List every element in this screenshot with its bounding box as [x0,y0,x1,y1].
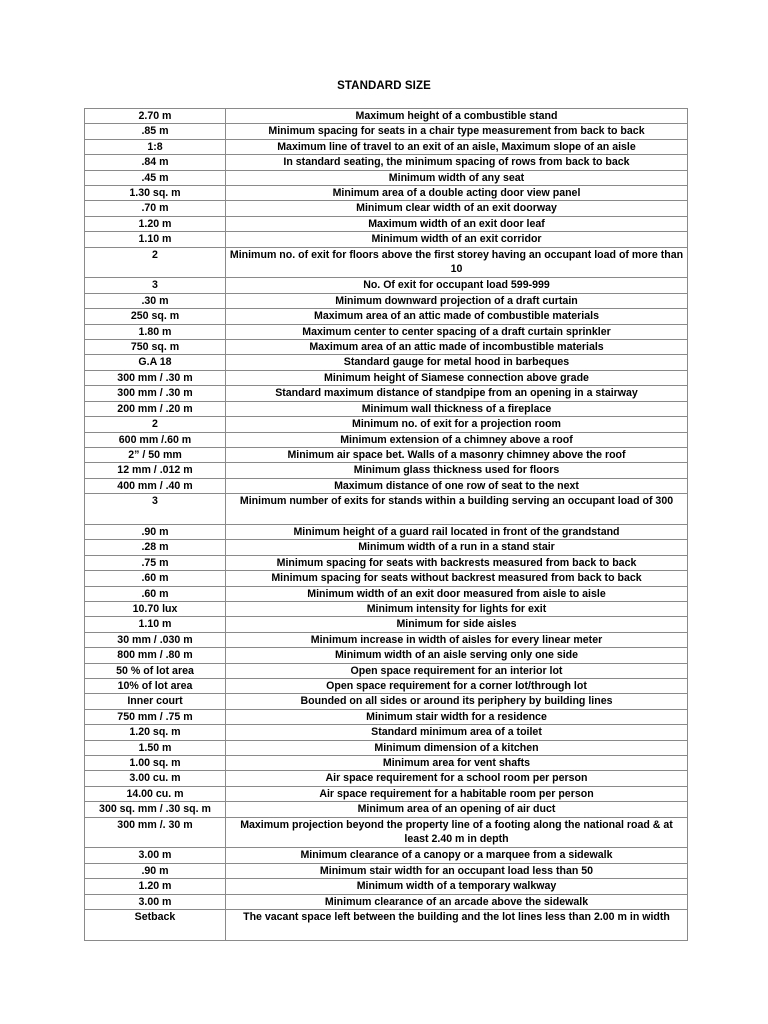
description-cell: Air space requirement for a habitable room per person [226,786,688,801]
table-row [85,478,688,493]
table-row [85,170,688,185]
table-row [85,386,688,401]
description-cell: The vacant space left between the building and the lot lines less than 2.00 m in width [226,910,688,941]
size-cell: .85 m [85,124,226,139]
standard-size-table [84,108,688,941]
table-row [85,694,688,709]
size-cell: 300 mm /. 30 m [85,817,226,848]
size-cell: 3 [85,278,226,293]
description-cell: Maximum area of an attic made of combustible materials [226,309,688,324]
description-cell: Open space requirement for a corner lot/through lot [226,679,688,694]
table-row [85,817,688,848]
description-cell: Standard minimum area of a toilet [226,725,688,740]
size-cell: .70 m [85,201,226,216]
size-cell: 3.00 m [85,848,226,863]
description-cell: Minimum downward projection of a draft curtain [226,293,688,308]
table-row [85,232,688,247]
description-cell: Maximum height of a combustible stand [226,109,688,124]
table-row [85,802,688,817]
description-cell: Minimum width of a temporary walkway [226,879,688,894]
size-cell: 1.80 m [85,324,226,339]
size-cell: .75 m [85,555,226,570]
size-cell: .45 m [85,170,226,185]
size-cell: 750 mm / .75 m [85,709,226,724]
description-cell: Maximum center to center spacing of a draft curtain sprinkler [226,324,688,339]
size-cell: .30 m [85,293,226,308]
table-row [85,447,688,462]
table-row [85,494,688,525]
size-cell: .90 m [85,863,226,878]
description-cell: No. Of exit for occupant load 599-999 [226,278,688,293]
description-cell: Minimum clearance of a canopy or a marquee from a sidewalk [226,848,688,863]
table-row [85,124,688,139]
description-cell: Minimum area of a double acting door view panel [226,186,688,201]
description-cell: Minimum width of an exit door measured from aisle to aisle [226,586,688,601]
table-row [85,617,688,632]
table-row [85,848,688,863]
table-row [85,324,688,339]
size-cell: G.A 18 [85,355,226,370]
size-cell: 600 mm /.60 m [85,432,226,447]
size-cell: 1.20 m [85,879,226,894]
description-cell: Minimum height of Siamese connection above grade [226,370,688,385]
size-cell: 10% of lot area [85,679,226,694]
table-row [85,355,688,370]
description-cell: Minimum area of an opening of air duct [226,802,688,817]
table-row [85,571,688,586]
table-row [85,278,688,293]
size-cell: 300 mm / .30 m [85,386,226,401]
table-row [85,786,688,801]
description-cell: Minimum no. of exit for floors above the first storey having an occupant load of more than 10 [226,247,688,278]
description-cell: Open space requirement for an interior lot [226,663,688,678]
table-row [85,186,688,201]
description-cell: Minimum stair width for a residence [226,709,688,724]
size-cell: 3 [85,494,226,525]
table-row [85,679,688,694]
size-cell: 1.20 sq. m [85,725,226,740]
table-row [85,293,688,308]
table-row [85,247,688,278]
size-cell: 30 mm / .030 m [85,632,226,647]
size-cell: .90 m [85,524,226,539]
description-cell: Minimum width of a run in a stand stair [226,540,688,555]
size-cell: 1.10 m [85,232,226,247]
size-cell: 50 % of lot area [85,663,226,678]
description-cell: Minimum extension of a chimney above a roof [226,432,688,447]
description-cell: Maximum distance of one row of seat to the next [226,478,688,493]
table-row [85,663,688,678]
description-cell: Minimum increase in width of aisles for every linear meter [226,632,688,647]
size-cell: 300 mm / .30 m [85,370,226,385]
size-cell: 300 sq. mm / .30 sq. m [85,802,226,817]
description-cell: Standard maximum distance of standpipe from an opening in a stairway [226,386,688,401]
description-cell: Standard gauge for metal hood in barbeques [226,355,688,370]
size-cell: .84 m [85,155,226,170]
size-cell: 2 [85,247,226,278]
table-row [85,725,688,740]
table-row [85,709,688,724]
description-cell: Minimum clear width of an exit doorway [226,201,688,216]
table-row [85,879,688,894]
description-cell: Minimum wall thickness of a fireplace [226,401,688,416]
description-cell: Minimum intensity for lights for exit [226,601,688,616]
description-cell: Minimum dimension of a kitchen [226,740,688,755]
size-cell: 800 mm / .80 m [85,648,226,663]
size-cell: 1.00 sq. m [85,756,226,771]
size-cell: 3.00 m [85,894,226,909]
size-cell: 2.70 m [85,109,226,124]
size-cell: Setback [85,910,226,941]
description-cell: Minimum width of any seat [226,170,688,185]
table-row [85,370,688,385]
table-row [85,417,688,432]
table-row [85,340,688,355]
table-row [85,771,688,786]
size-cell: .60 m [85,586,226,601]
table-row [85,648,688,663]
description-cell: Minimum spacing for seats in a chair type measurement from back to back [226,124,688,139]
description-cell: In standard seating, the minimum spacing of rows from back to back [226,155,688,170]
table-row [85,632,688,647]
size-cell: 750 sq. m [85,340,226,355]
table-row [85,401,688,416]
description-cell: Air space requirement for a school room per person [226,771,688,786]
size-cell: .28 m [85,540,226,555]
description-cell: Minimum air space bet. Walls of a masonry chimney above the roof [226,447,688,462]
description-cell: Minimum glass thickness used for floors [226,463,688,478]
description-cell: Minimum number of exits for stands within a building serving an occupant load of 300 [226,494,688,525]
description-cell: Minimum spacing for seats with backrests measured from back to back [226,555,688,570]
size-cell: 10.70 lux [85,601,226,616]
size-cell: 400 mm / .40 m [85,478,226,493]
description-cell: Minimum height of a guard rail located in front of the grandstand [226,524,688,539]
description-cell: Minimum stair width for an occupant load less than 50 [226,863,688,878]
size-cell: 3.00 cu. m [85,771,226,786]
description-cell: Maximum area of an attic made of incombustible materials [226,340,688,355]
table-row [85,586,688,601]
size-cell: 14.00 cu. m [85,786,226,801]
table-row [85,139,688,154]
size-cell: 1.20 m [85,216,226,231]
size-cell: 1:8 [85,139,226,154]
table-row [85,863,688,878]
description-cell: Minimum spacing for seats without backrest measured from back to back [226,571,688,586]
description-cell: Minimum for side aisles [226,617,688,632]
table-row [85,756,688,771]
table-row [85,540,688,555]
size-cell: 2” / 50 mm [85,447,226,462]
table-row [85,894,688,909]
description-cell: Minimum width of an aisle serving only one side [226,648,688,663]
size-cell: 200 mm / .20 m [85,401,226,416]
size-cell: 250 sq. m [85,309,226,324]
description-cell: Minimum no. of exit for a projection room [226,417,688,432]
table-row [85,524,688,539]
size-cell: 12 mm / .012 m [85,463,226,478]
size-cell: Inner court [85,694,226,709]
description-cell: Bounded on all sides or around its periphery by building lines [226,694,688,709]
document-title: STANDARD SIZE [337,80,431,92]
table-row [85,910,688,941]
table-row [85,555,688,570]
size-cell: 1.30 sq. m [85,186,226,201]
description-cell: Minimum area for vent shafts [226,756,688,771]
size-cell: .60 m [85,571,226,586]
table-row [85,155,688,170]
table-row [85,740,688,755]
description-cell: Minimum width of an exit corridor [226,232,688,247]
description-cell: Maximum projection beyond the property line of a footing along the national road & at least 2.40 m in depth [226,817,688,848]
table-row [85,109,688,124]
description-cell: Maximum line of travel to an exit of an aisle, Maximum slope of an aisle [226,139,688,154]
description-cell: Minimum clearance of an arcade above the sidewalk [226,894,688,909]
table-row [85,309,688,324]
table-row [85,216,688,231]
size-cell: 1.50 m [85,740,226,755]
table-row [85,432,688,447]
size-cell: 1.10 m [85,617,226,632]
table-row [85,601,688,616]
table-row [85,463,688,478]
size-cell: 2 [85,417,226,432]
description-cell: Maximum width of an exit door leaf [226,216,688,231]
table-row [85,201,688,216]
